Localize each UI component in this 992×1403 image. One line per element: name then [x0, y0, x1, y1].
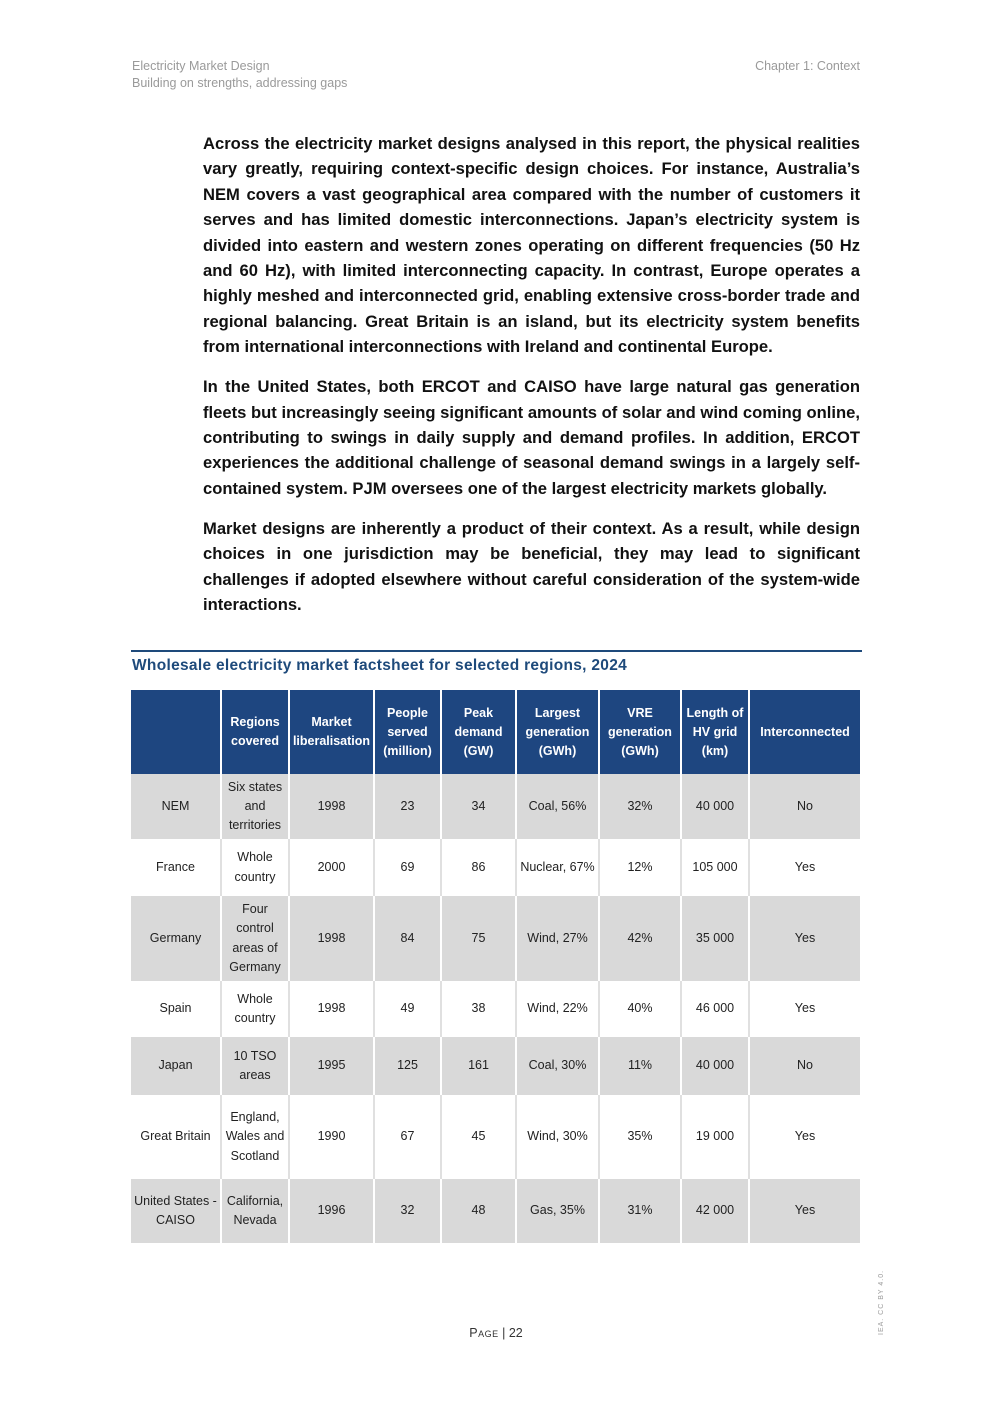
table-cell: England, Wales and Scotland	[221, 1095, 289, 1179]
table-cell: 10 TSO areas	[221, 1037, 289, 1095]
table-row	[131, 774, 860, 839]
paragraph: Across the electricity market designs analysed in this report, the physical realities vary greatly, requiring context-specific design choices. For instance, Australia’s NEM covers a vast geographical area compared with the number of customers it serves and has limited domestic interconnections. Japan’s electricity system is divided into eastern and western zones operating on different frequencies (50 Hz and 60 Hz), with limited interconnecting capacity. In contrast, Europe operates a highly meshed and interconnected grid, enabling extensive cross-border trade and regional balancing. Great Britain is an island, but its electricity system benefits from international interconnections with Ireland and continental Europe.	[203, 134, 860, 357]
chapter-label: Chapter 1: Context	[755, 59, 860, 73]
table-cell: 161	[441, 1037, 516, 1095]
column-header: Largest generation (GWh)	[516, 690, 599, 774]
column-header: Length of HV grid (km)	[681, 690, 749, 774]
license-watermark: IEA. CC BY 4.0.	[878, 1269, 885, 1335]
table-cell: 69	[374, 839, 441, 896]
table-cell: 40%	[599, 981, 681, 1037]
table-row	[131, 1037, 860, 1095]
table-cell: Spain	[131, 981, 221, 1037]
column-header: Peak demand (GW)	[441, 690, 516, 774]
table-row	[131, 839, 860, 896]
table-row	[131, 1179, 860, 1243]
page-separator: |	[502, 1326, 506, 1340]
table-cell: Great Britain	[131, 1095, 221, 1179]
table-cell: Wind, 22%	[516, 981, 599, 1037]
table-cell: 31%	[599, 1179, 681, 1243]
table-cell: Yes	[749, 839, 860, 896]
table-cell: 35 000	[681, 896, 749, 981]
running-header-left	[132, 58, 347, 92]
page-footer	[0, 1326, 992, 1340]
table-cell: 11%	[599, 1037, 681, 1095]
paragraph: Market designs are inherently a product of their context. As a result, while design choices in one jurisdiction may be beneficial, they may lead to significant challenges if adopted elsewhere without careful consideration of the system-wide interactions.	[203, 518, 860, 614]
table-cell: 1998	[289, 981, 374, 1037]
table-title: Wholesale electricity market factsheet for selected regions, 2024	[132, 657, 628, 674]
body-text	[203, 131, 860, 632]
table-cell: 40 000	[681, 774, 749, 839]
table-cell: California, Nevada	[221, 1179, 289, 1243]
table-cell: 46 000	[681, 981, 749, 1037]
table-cell: 42%	[599, 896, 681, 981]
table-cell: 75	[441, 896, 516, 981]
table-cell: United States - CAISO	[131, 1179, 221, 1243]
column-header: Market liberalisation	[289, 690, 374, 774]
table-cell: 40 000	[681, 1037, 749, 1095]
table-row	[131, 896, 860, 981]
table-cell: 38	[441, 981, 516, 1037]
document-subtitle: Building on strengths, addressing gaps	[132, 76, 348, 90]
table-cell: 42 000	[681, 1179, 749, 1243]
column-header: People served (million)	[374, 690, 441, 774]
table-cell: 35%	[599, 1095, 681, 1179]
table-cell: Gas, 35%	[516, 1179, 599, 1243]
table-cell: Yes	[749, 1095, 860, 1179]
table-cell: Nuclear, 67%	[516, 839, 599, 896]
table-cell: Coal, 56%	[516, 774, 599, 839]
table-top-rule	[131, 650, 862, 652]
table-cell: No	[749, 1037, 860, 1095]
table-cell: 2000	[289, 839, 374, 896]
page-label: Page	[469, 1326, 499, 1340]
table-cell: 1990	[289, 1095, 374, 1179]
table-cell: 48	[441, 1179, 516, 1243]
column-header: VRE generation (GWh)	[599, 690, 681, 774]
table-cell: Wind, 27%	[516, 896, 599, 981]
table-cell: 49	[374, 981, 441, 1037]
table-header-row	[131, 690, 860, 774]
table-cell: Coal, 30%	[516, 1037, 599, 1095]
table-cell: 23	[374, 774, 441, 839]
table-cell: NEM	[131, 774, 221, 839]
column-header	[131, 690, 221, 774]
table-row	[131, 1095, 860, 1179]
table-cell: No	[749, 774, 860, 839]
table-cell: 67	[374, 1095, 441, 1179]
table-cell: Germany	[131, 896, 221, 981]
table-cell: Six states and territories	[221, 774, 289, 839]
table-cell: Whole country	[221, 839, 289, 896]
table-cell: 1998	[289, 896, 374, 981]
table-cell: 86	[441, 839, 516, 896]
document-title: Electricity Market Design	[132, 59, 270, 73]
table-cell: 125	[374, 1037, 441, 1095]
table-row	[131, 981, 860, 1037]
table-cell: 32%	[599, 774, 681, 839]
table-cell: Yes	[749, 896, 860, 981]
factsheet-table	[131, 690, 860, 1243]
table-cell: 12%	[599, 839, 681, 896]
table-cell: 19 000	[681, 1095, 749, 1179]
table-cell: Yes	[749, 1179, 860, 1243]
table-cell: 84	[374, 896, 441, 981]
table-cell: Four control areas of Germany	[221, 896, 289, 981]
table-cell: Wind, 30%	[516, 1095, 599, 1179]
table-cell: 34	[441, 774, 516, 839]
table-cell: 45	[441, 1095, 516, 1179]
paragraph: In the United States, both ERCOT and CAISO have large natural gas generation fleets but increasingly seeing significant amounts of solar and wind coming online, contributing to swings in daily supply and demand profiles. In addition, ERCOT experiences the additional challenge of seasonal demand swings in a largely self-contained system. PJM oversees one of the largest electricity markets globally.	[203, 377, 860, 498]
table-cell: Whole country	[221, 981, 289, 1037]
column-header: Interconnected	[749, 690, 860, 774]
table-cell: Japan	[131, 1037, 221, 1095]
page-number: 22	[508, 1326, 523, 1340]
table-cell: Yes	[749, 981, 860, 1037]
table-cell: 1996	[289, 1179, 374, 1243]
table-cell: 1995	[289, 1037, 374, 1095]
table-cell: France	[131, 839, 221, 896]
table-cell: 1998	[289, 774, 374, 839]
column-header: Regions covered	[221, 690, 289, 774]
table-cell: 32	[374, 1179, 441, 1243]
table-cell: 105 000	[681, 839, 749, 896]
